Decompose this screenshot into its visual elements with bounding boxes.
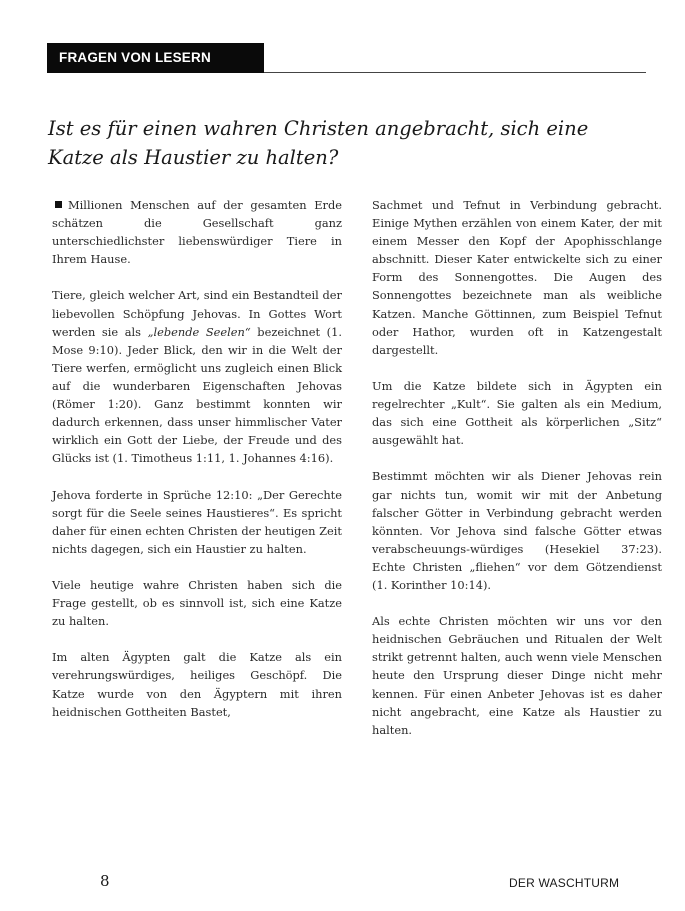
quoted-term: „lebende Seelen“ [147,324,251,339]
section-header [47,43,264,73]
paragraph: Im alten Ägypten galt die Katze als ein verehrungswürdiges, heiliges Geschöpf. Die Katze wurde von den Ägyptern mit ihren heidnischen Gottheiten Bastet, [52,650,342,719]
bullet-square-icon [55,201,62,208]
page-number: 8 [100,872,110,890]
left-column [52,196,342,721]
header-rule [264,72,646,73]
right-column [372,196,662,739]
paragraph-text: Millionen Menschen auf der gesamten Erde schätzen die Gesellschaft ganz unterschiedlichster liebenswürdiger Tiere in Ihrem Hause. [52,198,342,267]
paragraph: Jehova forderte in Sprüche 12:10: „Der Gerechte sorgt für die Seele seines Haustieres“. Es spricht daher für einen echten Christen der heutigen Zeit nichts dagegen, sich ein Haustier zu halten. [52,487,342,556]
paragraph: Bestimmt möchten wir als Diener Jehovas rein gar nichts tun, womit wir mit der Anbetung falscher Götter in Verbindung gebracht werden könnten. Vor Jehova sind falsche Götter etwas verabscheuungs-würdiges (Hesekiel 37:23). Echte Christen „fliehen“ vor dem Götzendienst (1. Korinther 10:14). [372,469,662,592]
article-title: Ist es für einen wahren Christen angebracht, sich eine Katze als Haustier zu halten? [48,117,589,169]
paragraph: Als echte Christen möchten wir uns vor den heidnischen Gebräuchen und Ritualen der Welt strikt getrennt halten, auch wenn viele Menschen heute den Ursprung dieser Dinge nicht mehr kennen. Für einen Anbeter Jehovas ist es daher nicht angebracht, eine Katze als Haustier zu halten. [372,614,662,737]
paragraph: Um die Katze bildete sich in Ägypten ein regelrechter „Kult“. Sie galten als ein Medium, das sich eine Gottheit als körperlichen „Sitz“ ausgewählt hat. [372,378,662,448]
paragraph: Viele heutige wahre Christen haben sich die Frage gestellt, ob es sinnvoll ist, sich eine Katze zu halten. [52,577,342,629]
paragraph: Sachmet und Tefnut in Verbindung gebracht. Einige Mythen erzählen von einem Kater, der mit einem Messer den Kopf der Apophisschlange abschnitt. Dieser Kater entwickelte sich zu einer Form des Sonnengottes. Die Augen des Sonnengottes bezeichnete man als weibliche Katzen. Manche Göttinnen, zum Beispiel Tefnut oder Hathor, wurden oft in Katzengestalt dargestellt. [372,198,662,357]
paragraph [52,196,342,268]
paragraph-text: bezeichnet (1. Mose 9:10). Jeder Blick, den wir in die Welt der Tiere werfen, ermöglicht uns zugleich einen Blick auf die wunderbaren Eigenschaften Jehovas (Römer 1:20). Ganz bestimmt konnten wir dadurch erkennen, dass unser himmlischer Vater wirklich ein Gott der Liebe, der Freude und des Glücks ist (1. Timotheus 1:11, 1. Johannes 4:16). [52,324,342,466]
publication-name: DER WASCHTURM [509,876,620,890]
paragraph-text: Tiere, gleich welcher Art, sind ein Bestandteil der liebevollen Schöpfung Jehovas. In Gottes Wort werden sie als [52,288,342,339]
paragraph [52,286,342,467]
section-label: FRAGEN VON LESERN [59,50,211,65]
